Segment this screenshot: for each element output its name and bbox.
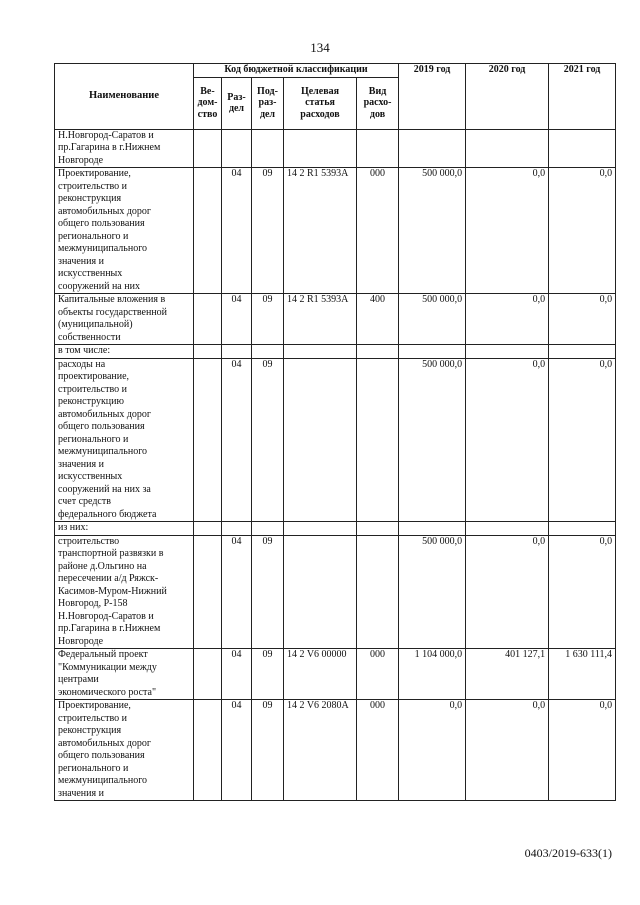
row-name-line: строительство <box>58 535 120 547</box>
row-name-line: Капитальные вложения в <box>58 294 166 305</box>
header-line: Ве- <box>200 85 215 97</box>
row-name-line: строительство и <box>58 180 127 192</box>
row-name-line: экономического роста" <box>58 686 157 698</box>
row-name-line: искусственных <box>58 268 123 279</box>
header-line: Вид <box>368 85 387 97</box>
column-header-razdel <box>222 77 252 129</box>
cell-target-article <box>284 129 357 168</box>
header-line: Под- <box>257 85 278 97</box>
row-name-line: реконструкция <box>58 193 122 204</box>
cell-2019: 500 000,0 <box>399 535 466 649</box>
cell-expense-type <box>357 358 399 522</box>
header-line: Раз- <box>227 91 246 103</box>
header-line: дел <box>228 103 245 114</box>
cell-expense-type: 000 <box>357 649 399 700</box>
cell-2020: 0,0 <box>466 294 549 345</box>
column-header-name: Наименование <box>55 64 194 130</box>
row-name <box>55 522 194 536</box>
cell-2019: 500 000,0 <box>399 168 466 294</box>
row-name-line: Новгороде <box>58 154 104 166</box>
cell-2019 <box>399 345 466 359</box>
cell-2020: 0,0 <box>466 168 549 294</box>
column-header-podrazdel <box>252 77 284 129</box>
table-row <box>55 294 616 345</box>
cell-2020: 0,0 <box>466 535 549 649</box>
cell-vedomstvo <box>194 522 222 536</box>
document-code: 0403/2019-633(1) <box>524 846 612 860</box>
cell-vedomstvo <box>194 535 222 649</box>
cell-2021: 0,0 <box>549 700 616 801</box>
cell-vedomstvo <box>194 294 222 345</box>
column-header-vr <box>357 77 399 129</box>
cell-2021: 0,0 <box>549 535 616 649</box>
cell-2021 <box>549 345 616 359</box>
row-name-line: транспортной развязки в <box>58 548 164 559</box>
cell-expense-type: 400 <box>357 294 399 345</box>
row-name-line: общего пользования <box>58 421 145 432</box>
cell-target-article <box>284 535 357 649</box>
cell-expense-type <box>357 522 399 536</box>
cell-razdel: 04 <box>222 649 252 700</box>
row-name-line: автомобильных дорог <box>58 205 152 217</box>
column-header-2021: 2021 год <box>549 64 616 130</box>
cell-podrazdel: 09 <box>252 294 284 345</box>
header-line: ство <box>197 108 218 120</box>
cell-2019: 0,0 <box>399 700 466 801</box>
column-header-2020: 2020 год <box>466 64 549 130</box>
row-name-line: межмуниципального <box>58 243 148 254</box>
row-name-line: в том числе: <box>58 345 111 356</box>
cell-2021: 0,0 <box>549 358 616 522</box>
row-name-line: общего пользования <box>58 750 145 761</box>
cell-expense-type <box>357 345 399 359</box>
row-name-line: значения и <box>58 787 104 799</box>
table-row <box>55 345 616 359</box>
cell-vedomstvo <box>194 129 222 168</box>
budget-table <box>54 63 616 801</box>
cell-expense-type: 000 <box>357 700 399 801</box>
cell-2021: 0,0 <box>549 294 616 345</box>
row-name-line: Федеральный проект <box>58 649 148 660</box>
row-name-line: Н.Новгород-Саратов и <box>58 610 154 622</box>
cell-razdel: 04 <box>222 535 252 649</box>
row-name-line: межмуниципального <box>58 775 148 786</box>
cell-podrazdel: 09 <box>252 358 284 522</box>
cell-2019: 1 104 000,0 <box>399 649 466 700</box>
row-name-line: искусственных <box>58 471 123 482</box>
row-name-line: центрами <box>58 674 99 685</box>
row-name-line: регионального и <box>58 762 129 774</box>
cell-2019: 500 000,0 <box>399 294 466 345</box>
row-name-line: федерального бюджета <box>58 508 157 520</box>
table-body <box>55 129 616 801</box>
table-row <box>55 168 616 294</box>
cell-expense-type <box>357 535 399 649</box>
row-name <box>55 294 194 345</box>
cell-target-article: 14 2 R1 5393A <box>284 294 357 345</box>
cell-podrazdel <box>252 522 284 536</box>
cell-podrazdel <box>252 129 284 168</box>
row-name-line: "Коммуникации между <box>58 661 157 673</box>
row-name-line: пересечении а/д Ряжск- <box>58 573 159 584</box>
cell-vedomstvo <box>194 649 222 700</box>
cell-podrazdel <box>252 345 284 359</box>
row-name-line: пр.Гагарина в г.Нижнем <box>58 623 161 634</box>
row-name-line: Проектирование, <box>58 168 131 179</box>
table-row <box>55 358 616 522</box>
row-name-line: автомобильных дорог <box>58 737 152 749</box>
row-name-line: районе д.Ольгино на <box>58 560 147 572</box>
table-header-row <box>55 64 616 78</box>
cell-expense-type <box>357 129 399 168</box>
table-row <box>55 700 616 801</box>
row-name-line: сооружений на них за <box>58 483 151 495</box>
cell-razdel <box>222 345 252 359</box>
row-name-line: автомобильных дорог <box>58 408 152 420</box>
row-name-line: из них: <box>58 522 89 533</box>
header-line: дов <box>369 108 386 120</box>
column-header-2019: 2019 год <box>399 64 466 130</box>
cell-target-article: 14 2 V6 2080A <box>284 700 357 801</box>
cell-target-article: 14 2 V6 00000 <box>284 649 357 700</box>
cell-expense-type: 000 <box>357 168 399 294</box>
row-name-line: межмуниципального <box>58 446 148 457</box>
cell-2021: 0,0 <box>549 168 616 294</box>
row-name-line: регионального и <box>58 230 129 242</box>
row-name <box>55 535 194 649</box>
cell-2020 <box>466 129 549 168</box>
row-name <box>55 168 194 294</box>
cell-2019 <box>399 129 466 168</box>
cell-2020: 0,0 <box>466 358 549 522</box>
cell-vedomstvo <box>194 345 222 359</box>
cell-target-article <box>284 345 357 359</box>
cell-podrazdel: 09 <box>252 535 284 649</box>
cell-2020: 0,0 <box>466 700 549 801</box>
row-name-line: Касимов-Муром-Нижний <box>58 585 167 597</box>
cell-2020 <box>466 345 549 359</box>
cell-target-article <box>284 358 357 522</box>
row-name-line: значения и <box>58 458 104 470</box>
row-name-line: собственности <box>58 331 121 343</box>
row-name <box>55 345 194 359</box>
row-name-line: Новгороде <box>58 635 104 647</box>
row-name-line: реконструкцию <box>58 396 124 407</box>
cell-2021: 1 630 111,4 <box>549 649 616 700</box>
row-name-line: счет средств <box>58 496 111 507</box>
table-row <box>55 522 616 536</box>
table-row <box>55 649 616 700</box>
cell-2020 <box>466 522 549 536</box>
row-name <box>55 649 194 700</box>
row-name-line: Н.Новгород-Саратов и <box>58 129 154 141</box>
cell-podrazdel: 09 <box>252 168 284 294</box>
row-name-line: (муниципальной) <box>58 319 133 330</box>
cell-2021 <box>549 522 616 536</box>
row-name-line: сооружений на них <box>58 280 140 292</box>
row-name-line: проектирование, <box>58 371 130 382</box>
page-number: 134 <box>310 40 330 55</box>
row-name-line: значения и <box>58 255 104 267</box>
cell-razdel: 04 <box>222 358 252 522</box>
row-name <box>55 358 194 522</box>
row-name-line: расходы на <box>58 358 106 370</box>
row-name-line: Новгород, Р-158 <box>58 598 128 609</box>
cell-vedomstvo <box>194 358 222 522</box>
cell-razdel <box>222 522 252 536</box>
header-line: дел <box>259 108 276 120</box>
cell-podrazdel: 09 <box>252 649 284 700</box>
header-line: расходов <box>300 108 340 120</box>
header-line: расхо- <box>363 97 392 109</box>
cell-podrazdel: 09 <box>252 700 284 801</box>
row-name-line: пр.Гагарина в г.Нижнем <box>58 142 161 153</box>
cell-razdel: 04 <box>222 168 252 294</box>
column-header-csr <box>284 77 357 129</box>
table-row <box>55 129 616 168</box>
cell-razdel: 04 <box>222 700 252 801</box>
cell-vedomstvo <box>194 168 222 294</box>
row-name <box>55 129 194 168</box>
row-name <box>55 700 194 801</box>
cell-target-article: 14 2 R1 5393A <box>284 168 357 294</box>
row-name-line: строительство и <box>58 383 127 395</box>
row-name-line: объекты государственной <box>58 306 168 318</box>
cell-2019 <box>399 522 466 536</box>
table-row <box>55 535 616 649</box>
header-line: дом- <box>197 97 218 109</box>
cell-target-article <box>284 522 357 536</box>
cell-razdel: 04 <box>222 294 252 345</box>
header-line: статья <box>305 97 335 109</box>
cell-2019: 500 000,0 <box>399 358 466 522</box>
row-name-line: строительство и <box>58 712 127 724</box>
cell-2020: 401 127,1 <box>466 649 549 700</box>
header-line: Целевая <box>300 85 340 97</box>
row-name-line: общего пользования <box>58 218 145 229</box>
column-header-vedomstvo <box>194 77 222 129</box>
row-name-line: реконструкция <box>58 725 122 736</box>
cell-2021 <box>549 129 616 168</box>
row-name-line: Проектирование, <box>58 700 131 711</box>
cell-razdel <box>222 129 252 168</box>
column-group-budget-code: Код бюджетной классификации <box>194 64 399 78</box>
row-name-line: регионального и <box>58 433 129 445</box>
cell-vedomstvo <box>194 700 222 801</box>
header-line: раз- <box>258 97 277 109</box>
